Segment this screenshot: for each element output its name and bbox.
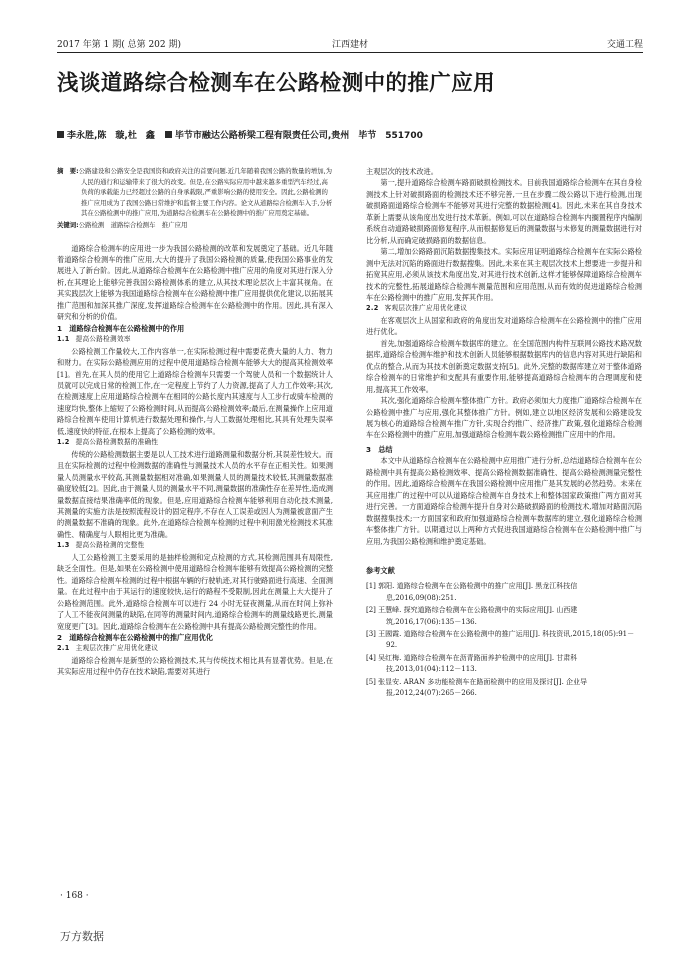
subsection-heading-2-2: 2.2 客观层次推广应用优化建议 (366, 304, 468, 313)
reference-item: [2] 王慧峰. 探究道路综合检测车在公路检测中的实际应用[J]. 山西建筑,2016,17(06):135－136. (366, 606, 578, 626)
reference-item: [1] 郭阳. 道路综合检测车在公路检测中的推广应用[J]. 黑龙江科技信息,2016,09(08):251. (366, 582, 578, 602)
abstract-text: 公路建设和公路安全是我国资和政府关注的首要问题.近几年随着我国公路的数量的增加,为人民的通行和运输带来了很大的改变。但是,在公路实际应用中越来越多重型汽车经过,高负荷的承载能力已经超过公路的自身承载限,严重影响公路的使用安全。因此,公路检测的推广应用成为了我国公路日常维护和监督主要工作内容。论文从道路综合检测车入手,分析其在公路检测中的推广应用,为道路综合检测车在公路检测中的推广应用奠定基础。 (78, 167, 333, 218)
abstract (57, 166, 333, 219)
subsection-heading-2-1: 2.1 主观层次推广应用优化建议 (57, 644, 159, 653)
references-heading: 参考文献 (366, 565, 395, 575)
subsection-heading-1-1: 1.1 提高公路检测效率 (57, 335, 131, 344)
subsection-heading-1-2: 1.2 提高公路检测数据的准确性 (57, 438, 159, 447)
paragraph-1-3: 人工公路检测工主要采用的是抽样检测和定点检测的方式,其检测范围具有局限性,缺乏全面性。但是,如果在公路检测中使用道路综合检测车能够有效提高公路检测的完整性。道路综合检测车检测的过程中根据车辆的行驶轨迹,对其行驶路面进行高速、全面测量。在此过程中由于其运行的速度较快,运行的路程不受限制,因此在测量上大大提升了公路检测范围。此外,道路综合检测车可以进行 24 小时无昼夜测量,从而在时间上弥补了人工不能夜间测量的缺陷,在同等的测量时间内,道路综合检测车的测量线路更长,测量宽度更广[3]。因此,道路综合检测车在公路检测中具有提高公路检测完整性的作用。 (57, 552, 333, 631)
abstract-block (57, 166, 333, 231)
paragraph-2-2: 在客观层次上从国家和政府的角度出发对道路综合检测车在公路检测中的推广应用进行优化。 (366, 315, 642, 337)
paragraph-2-1-b: 第二,增加公路路面沉陷数据搜集技术。实际应用证明道路综合检测车在实际公路检测中无法对沉陷的路面进行数据搜集。因此,未来在其主观层次技术上想要进一步提升和拓宽其应用,必须从该技术角度出发,对其进行技术创新,这样才能够保障道路综合检测车技术的完整性,拓展道路综合检测车测量范围和应用范围,从而有效的促进道路综合检测车在公路检测中的推广应用,发挥其作用。 (366, 247, 642, 302)
author-affiliation: 毕节市融达公路桥梁工程有限责任公司,贵州 毕节 551700 (174, 131, 423, 141)
intro-paragraph: 道路综合检测车的应用进一步为我国公路检测的改革和发展奠定了基础。近几年随着道路综合检测车的推广应用,大大的提升了我国公路检测的质量,使我国公路事业的发展进入了新台阶。因此,从道路综合检测车在公路检测中推广应用的角度对其进行深入分析,在其理论上能够完善我国公路检测体系的建立,从其技术理论层次上丰富其视角。在其实践层次上能够为我国道路综合检测车在公路检测中推广应用提供优化建议,以拓展其推广范围和加深其推广深度,发挥道路综合检测车在公路检测中的作用。因此,具有深入研究和分析的价值。 (57, 243, 333, 322)
article-title: 浅谈道路综合检测车在公路检测中的推广应用 (57, 71, 496, 96)
paragraph-2-1: 道路综合检测车是新型的公路检测技术,其与传统技术相比具有显著优势。但是,在其实际应用过程中仍存在技术缺陷,需要对其进行 (57, 655, 333, 677)
paragraph-2-1-continued: 主观层次的技术改进。 (366, 167, 438, 176)
square-bullet-icon (165, 131, 172, 138)
paragraph-1-2: 传统的公路检测数据主要是以人工技术进行道路测量和数据分析,其误差性较大。而且在实际检测的过程中检测数据的准确性与测量技术人员的水平存在正相关性。如果测量人员测量水平较高,其测量数据相对准确,如果测量人员的测量技术较低,其测量数据准确度较低[2]。因此,由于测量人员的测量水平不同,测量数据的准确性存在差异性,造成测量数据直接结果准确率低的现象。但是,应用道路综合检测车能够利用自动化技术测量,其测量的实施方法是按照流程设计的固定程序,不存在人工误差或因人为测量被意面产生的测量数据不准确的现象。此外,在道路综合检测车检测的过程中利用激光检测技术其准确性、精确度与人眼相比更为准确。 (57, 449, 333, 539)
paragraph-1-1: 公路检测工作量较大,工作内容单一,在实际检测过程中需要花费大量的人力、物力和财力。在实际公路检测应用的过程中使用道路综合检测车能够大大的提高其检测效率[1]。首先,在其人员的使用它上道路综合检测车只需要一个驾驶人员和一个数据统计人员就可以完成日常的检测工作,在一定程度上节约了人力资源,提高了人力工作效率;其次,在检测速度上应用道路综合检测车在相同的公路长度内其速度与人工步行或骑车检测的速度均快,整体上缩短了公路检测时间,从而提高公路检测效率;最后,在测量操作上应用道路综合检测车使用计算机进行数据处理和操作,与人工数据处理相比,其具有处理失误率低,速度快的特征,在根本上提高了公路检测的效率。 (57, 346, 333, 436)
section-name: 交通工程 (606, 40, 643, 50)
section-heading-3: 3 总结 (366, 444, 393, 454)
section-heading-2: 2 道路综合检测车在公路检测中的推广应用优化 (57, 632, 213, 642)
author-line (57, 129, 643, 143)
paragraph-2-2-a: 首先,加强道路综合检测车数据库的建立。在全国范围内构件互联网公路技术路况数据库,道路综合检测车维护和技术创新人员能够根据数据库内的信息内容对其进行缺陷和优点的整合,从而为其技术创新奠定数据支持[5]。此外,完整的数据库建立对于整体道路综合检测车的日常维护和支配具有重要作用,能够提高道路综合检测车的合理调度和使用,提高其工作效率。 (366, 338, 642, 394)
subsection-heading-1-3: 1.3 提高公路检测的完整性 (57, 541, 145, 550)
right-column (366, 166, 642, 700)
left-column (57, 166, 333, 678)
keywords (57, 220, 333, 231)
reference-item: [3] 王國霞. 道路综合检测车在公路检测中的推广运用[J]. 科技资讯,2015,18(05):91－92. (366, 630, 635, 650)
paragraph-2-1-a: 第一,提升道路综合检测车路面破损检测技术。目前我国道路综合检测车在其自身检测技术上针对破损路面的检测技术还不够完善,一旦在步骤二级公路以下进行检测,出现破损路面道路综合检测车不能够对其进行完整的数据检测[4]。因此,未来在其自身技术革新上需要从该角度出发进行技术革新。例如,可以在道路综合检测车内搁置程序内编制系统自动道路破损路面修复程序,从而根据修复后的测量数据与未修复的测量数据进行对比分析,从而确定破损路面的数据信息。 (366, 178, 642, 245)
paragraph-2-2-b: 其次,强化道路综合检测车整体推广方针。政府必须加大力度推广道路综合检测车在公路检测中推广与应用,强化其整体推广方针。例如,建立以地区经济发展和公路建设发展为核心的道路综合检测车推广方针,实现合约推广、经济推广政策,强化道路综合检测车在公路检测中的推广应用,加强道路综合检测车载公路检测推广应用中的作用。 (366, 396, 642, 440)
reference-item: [5] 张显安. ARAN 多功能检测车在路面检测中的应用及探讨[J]. 企业导报,2012,24(07):265－266. (366, 677, 588, 698)
square-bullet-icon (57, 131, 64, 138)
keywords-text: 公路检测 道路综合检测车 推广应用 (78, 220, 188, 229)
author-names: 李永胜,陈 璇,杜 鑫 (67, 131, 155, 141)
reference-item: [4] 吴红梅. 道路综合检测车在沥青路面养护检测中的应用[J]. 甘肃科技,2013,01(04):112－113. (366, 653, 578, 674)
paragraph-3: 本文中从道路综合检测车在公路检测中应用推广进行分析,总结道路综合检测车在公路检测中具有提高公路检测效率、提高公路检测数据准确性、提高公路检测测量完整性的作用。因此,道路综合检测车在我国公路检测中应用推广是其发展的必然趋势。未来在其应用推广的过程中可以从道路综合检测车自身技术上和整体国家政策推广两方面对其进行完善。一方面道路综合检测车提升自身对公路破损路面的检测技术,增加对路面沉陷数据搜集技术;一方面国家和政府加强道路综合检测车数据库的建立,强化道路综合检测车整体推广方针。以期通过以上两种方式促进我国道路综合检测车在公路检测中推广与应用,为我国公路检测和维护奠定基础。 (366, 456, 642, 546)
section-heading-1: 1 道路综合检测车在公路检测中的作用 (57, 323, 185, 333)
abstract-label: 摘 要: (57, 167, 79, 175)
keywords-label: 关键词: (57, 220, 79, 229)
watermark: 万方数据 (60, 930, 104, 943)
issue-info: 2017 年第 1 期( 总第 202 期) (57, 40, 181, 50)
journal-name: 江西建材 (331, 40, 368, 50)
running-header (57, 38, 643, 53)
page-number: · 168 · (60, 891, 89, 901)
